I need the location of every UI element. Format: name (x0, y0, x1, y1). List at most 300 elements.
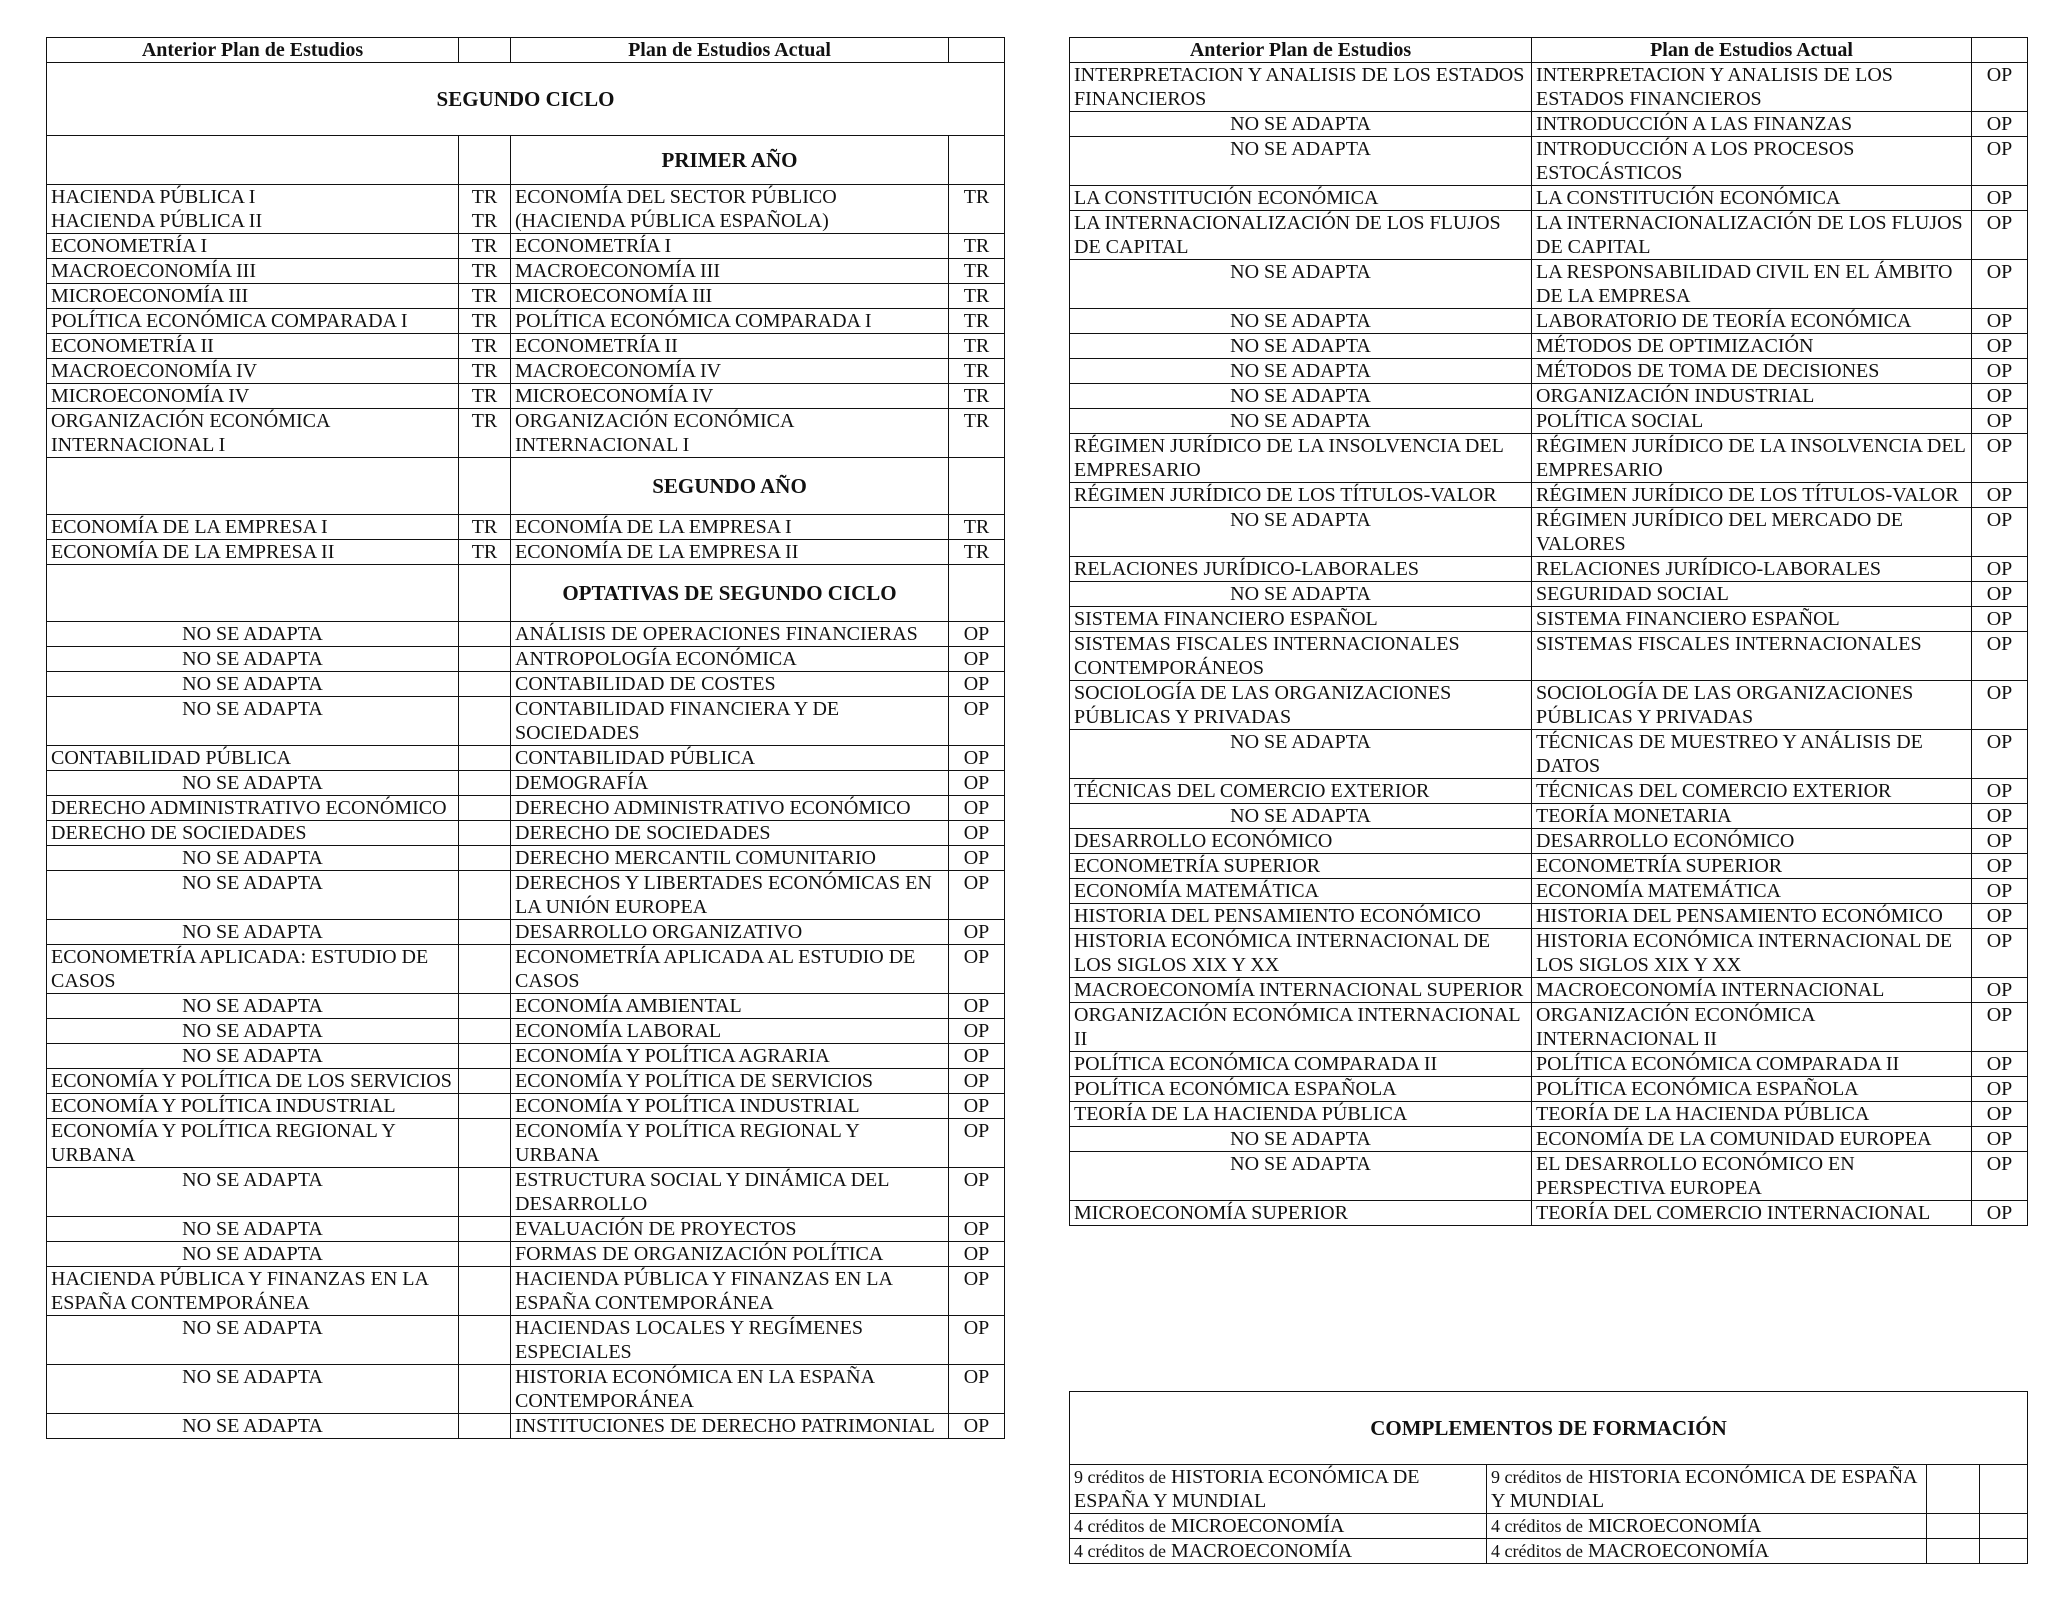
new-type-code: TR (949, 234, 1005, 259)
new-subject: ECONOMÍA Y POLÍTICA INDUSTRIAL (511, 1094, 949, 1119)
table-row (47, 746, 1005, 771)
new-subject: DESARROLLO ECONÓMICO (1532, 829, 1972, 854)
old-subject: NO SE ADAPTA (1070, 804, 1532, 829)
new-subject: INTERPRETACION Y ANALISIS DE LOS ESTADOS FINANCIEROS (1532, 63, 1972, 112)
table-row (47, 945, 1005, 994)
new-type-code: TR (949, 409, 1005, 458)
new-type-code: OP (1972, 186, 2028, 211)
table-row (1070, 1514, 2028, 1539)
new-subject: DESARROLLO ORGANIZATIVO (511, 920, 949, 945)
new-type-code: OP (1972, 359, 2028, 384)
table-row (47, 920, 1005, 945)
new-subject: RÉGIMEN JURÍDICO DE LA INSOLVENCIA DEL EMPRESARIO (1532, 434, 1972, 483)
new-subject: TÉCNICAS DE MUESTREO Y ANÁLISIS DE DATOS (1532, 730, 1972, 779)
table-row (1070, 63, 2028, 112)
new-subject: ECONOMETRÍA APLICADA AL ESTUDIO DE CASOS (511, 945, 949, 994)
new-type-code: TR (949, 185, 1005, 234)
new-type-code: TR (949, 384, 1005, 409)
old-type-code (459, 1019, 511, 1044)
old-subject: NO SE ADAPTA (47, 1044, 459, 1069)
new-type-code: OP (1972, 434, 2028, 483)
old-type-code (459, 622, 511, 647)
new-subject: EVALUACIÓN DE PROYECTOS (511, 1217, 949, 1242)
table-row (47, 1094, 1005, 1119)
new-subject: ANÁLISIS DE OPERACIONES FINANCIERAS (511, 622, 949, 647)
old-subject: POLÍTICA ECONÓMICA COMPARADA I (47, 309, 459, 334)
new-type-code: OP (949, 796, 1005, 821)
old-subject: MICROECONOMÍA III (47, 284, 459, 309)
old-subject: MICROECONOMÍA SUPERIOR (1070, 1201, 1532, 1226)
table-row (1070, 779, 2028, 804)
old-type-code (459, 1217, 511, 1242)
old-subject: MACROECONOMÍA IV (47, 359, 459, 384)
table-row (1070, 309, 2028, 334)
table-row (1070, 929, 2028, 978)
credit-prefix: 4 créditos de (1074, 1541, 1166, 1561)
new-subject: ECONOMÍA DE LA COMUNIDAD EUROPEA (1532, 1127, 1972, 1152)
old-subject: ORGANIZACIÓN ECONÓMICA INTERNACIONAL I (47, 409, 459, 458)
old-type-code (459, 994, 511, 1019)
old-type-code (459, 1044, 511, 1069)
table-row (47, 846, 1005, 871)
table-row (47, 359, 1005, 384)
new-type-code: OP (949, 1217, 1005, 1242)
old-type-code (459, 1094, 511, 1119)
new-subject: ECONOMÍA Y POLÍTICA REGIONAL Y URBANA (511, 1119, 949, 1168)
table-row (1070, 1077, 2028, 1102)
old-subject: ECONOMÍA Y POLÍTICA REGIONAL Y URBANA (47, 1119, 459, 1168)
old-subject: TÉCNICAS DEL COMERCIO EXTERIOR (1070, 779, 1532, 804)
old-subject: SISTEMA FINANCIERO ESPAÑOL (1070, 607, 1532, 632)
old-subject: POLÍTICA ECONÓMICA ESPAÑOLA (1070, 1077, 1532, 1102)
old-subject: ECONOMÍA DE LA EMPRESA I (47, 515, 459, 540)
new-type-code: OP (949, 1094, 1005, 1119)
table-row (1070, 211, 2028, 260)
new-subject: SISTEMAS FISCALES INTERNACIONALES (1532, 632, 1972, 681)
old-subject: NO SE ADAPTA (47, 920, 459, 945)
old-type-code (459, 697, 511, 746)
table-row (47, 1069, 1005, 1094)
new-type-code: OP (949, 994, 1005, 1019)
new-type-code: OP (1972, 582, 2028, 607)
new-subject: LABORATORIO DE TEORÍA ECONÓMICA (1532, 309, 1972, 334)
table-row (47, 1217, 1005, 1242)
cycle-title: SEGUNDO CICLO (47, 63, 1005, 136)
table-row (1070, 1003, 2028, 1052)
new-complement (1487, 1539, 1927, 1564)
new-subject: RÉGIMEN JURÍDICO DE LOS TÍTULOS-VALOR (1532, 483, 1972, 508)
new-subject: ECONOMETRÍA II (511, 334, 949, 359)
new-type-code: OP (1972, 63, 2028, 112)
new-subject: MACROECONOMÍA IV (511, 359, 949, 384)
old-subject: SOCIOLOGÍA DE LAS ORGANIZACIONES PÚBLICAS Y PRIVADAS (1070, 681, 1532, 730)
old-type-code (459, 1069, 511, 1094)
new-subject: ECONOMÍA Y POLÍTICA AGRARIA (511, 1044, 949, 1069)
old-type-code (459, 1242, 511, 1267)
table-row (47, 515, 1005, 540)
complement-subject: MACROECONOMÍA (1170, 1540, 1353, 1562)
table-row (1070, 483, 2028, 508)
old-type-code: TR (459, 259, 511, 284)
new-subject: CONTABILIDAD DE COSTES (511, 672, 949, 697)
new-subject: MICROECONOMÍA IV (511, 384, 949, 409)
old-type-code (459, 771, 511, 796)
old-type-code (459, 1119, 511, 1168)
table-row (47, 994, 1005, 1019)
old-type-code (459, 871, 511, 920)
new-type-code: OP (1972, 260, 2028, 309)
new-subject: TEORÍA MONETARIA (1532, 804, 1972, 829)
old-type-code (459, 1168, 511, 1217)
new-type-code: OP (949, 1044, 1005, 1069)
old-subject: ECONOMETRÍA II (47, 334, 459, 359)
table-row (1070, 1127, 2028, 1152)
old-type-code: TR (459, 384, 511, 409)
old-subject: NO SE ADAPTA (47, 1414, 459, 1439)
old-subject: NO SE ADAPTA (47, 622, 459, 647)
old-subject: ECONOMÍA Y POLÍTICA DE LOS SERVICIOS (47, 1069, 459, 1094)
new-type-code: OP (1972, 829, 2028, 854)
new-subject: ECONOMETRÍA SUPERIOR (1532, 854, 1972, 879)
new-subject: ECONOMÍA MATEMÁTICA (1532, 879, 1972, 904)
new-complement (1487, 1465, 1927, 1514)
old-type-code (459, 746, 511, 771)
new-type-code: OP (949, 871, 1005, 920)
new-type-code: OP (1972, 384, 2028, 409)
new-type-code: OP (1972, 879, 2028, 904)
new-type-code: OP (1972, 409, 2028, 434)
new-type-code: OP (1972, 929, 2028, 978)
old-subject: NO SE ADAPTA (1070, 384, 1532, 409)
new-subject: MACROECONOMÍA III (511, 259, 949, 284)
table-row (47, 234, 1005, 259)
right-equivalence-table (1069, 37, 2028, 1226)
old-plan-header: Anterior Plan de Estudios (47, 38, 459, 63)
old-subject: NO SE ADAPTA (47, 647, 459, 672)
new-type-code: TR (949, 334, 1005, 359)
old-type-code: TR (459, 334, 511, 359)
table-row (47, 1414, 1005, 1439)
table-row (1070, 334, 2028, 359)
old-subject: MACROECONOMÍA INTERNACIONAL SUPERIOR (1070, 978, 1532, 1003)
new-type-code: OP (949, 622, 1005, 647)
new-subject: ORGANIZACIÓN INDUSTRIAL (1532, 384, 1972, 409)
table-row (1070, 1539, 2028, 1564)
old-subject: ECONOMETRÍA I (47, 234, 459, 259)
new-subject: TEORÍA DE LA HACIENDA PÚBLICA (1532, 1102, 1972, 1127)
old-subject: RÉGIMEN JURÍDICO DE LOS TÍTULOS-VALOR (1070, 483, 1532, 508)
new-subject: RÉGIMEN JURÍDICO DEL MERCADO DE VALORES (1532, 508, 1972, 557)
old-type-code (459, 821, 511, 846)
new-subject: DERECHO MERCANTIL COMUNITARIO (511, 846, 949, 871)
new-type-code: OP (1972, 211, 2028, 260)
new-type-code: OP (949, 746, 1005, 771)
new-type-code: OP (1972, 854, 2028, 879)
old-subject: ECONOMÍA DE LA EMPRESA II (47, 540, 459, 565)
old-type-code (459, 796, 511, 821)
new-subject: SEGURIDAD SOCIAL (1532, 582, 1972, 607)
new-subject: DERECHO DE SOCIEDADES (511, 821, 949, 846)
table-row (47, 384, 1005, 409)
new-subject: DERECHO ADMINISTRATIVO ECONÓMICO (511, 796, 949, 821)
table-row (47, 1242, 1005, 1267)
table-row (1070, 137, 2028, 186)
new-type-code: OP (1972, 1152, 2028, 1201)
new-subject: DEMOGRAFÍA (511, 771, 949, 796)
new-subject: EL DESARROLLO ECONÓMICO EN PERSPECTIVA EUROPEA (1532, 1152, 1972, 1201)
table-row (1070, 434, 2028, 483)
table-row (47, 334, 1005, 359)
new-subject: LA RESPONSABILIDAD CIVIL EN EL ÁMBITO DE LA EMPRESA (1532, 260, 1972, 309)
complement-subject: MACROECONOMÍA (1587, 1540, 1770, 1562)
new-type-code: OP (1972, 309, 2028, 334)
credit-prefix: 4 créditos de (1491, 1541, 1583, 1561)
old-subject: NO SE ADAPTA (47, 1365, 459, 1414)
old-type-code: TR TR (459, 185, 511, 234)
table-row (47, 1119, 1005, 1168)
table-row (1070, 1152, 2028, 1201)
table-row (47, 309, 1005, 334)
new-type-code: TR (949, 540, 1005, 565)
table-row (47, 409, 1005, 458)
new-type-code: OP (949, 697, 1005, 746)
table-row (47, 1044, 1005, 1069)
table-row (47, 1168, 1005, 1217)
table-row (47, 284, 1005, 309)
new-subject: INSTITUCIONES DE DERECHO PATRIMONIAL (511, 1414, 949, 1439)
new-subject: HISTORIA ECONÓMICA INTERNACIONAL DE LOS SIGLOS XIX Y XX (1532, 929, 1972, 978)
old-subject: NO SE ADAPTA (47, 1316, 459, 1365)
table-row (1070, 1201, 2028, 1226)
new-type-code: OP (1972, 557, 2028, 582)
old-subject: NO SE ADAPTA (1070, 409, 1532, 434)
old-subject: NO SE ADAPTA (1070, 582, 1532, 607)
old-subject: NO SE ADAPTA (1070, 1127, 1532, 1152)
new-subject: POLÍTICA ECONÓMICA COMPARADA I (511, 309, 949, 334)
old-type-code (459, 1316, 511, 1365)
old-subject: NO SE ADAPTA (47, 771, 459, 796)
table-row (47, 1316, 1005, 1365)
old-subject: NO SE ADAPTA (47, 994, 459, 1019)
old-subject: LA CONSTITUCIÓN ECONÓMICA (1070, 186, 1532, 211)
old-complement (1070, 1465, 1487, 1514)
table-row (47, 1019, 1005, 1044)
table-row (1070, 1052, 2028, 1077)
new-subject: FORMAS DE ORGANIZACIÓN POLÍTICA (511, 1242, 949, 1267)
new-subject: ORGANIZACIÓN ECONÓMICA INTERNACIONAL I (511, 409, 949, 458)
table-row (47, 821, 1005, 846)
old-subject: HACIENDA PÚBLICA I HACIENDA PÚBLICA II (47, 185, 459, 234)
new-subject: HACIENDAS LOCALES Y REGÍMENES ESPECIALES (511, 1316, 949, 1365)
credit-prefix: 9 créditos de (1074, 1467, 1166, 1487)
table-row (1070, 681, 2028, 730)
new-type-code: TR (949, 259, 1005, 284)
old-subject: NO SE ADAPTA (1070, 137, 1532, 186)
old-subject: NO SE ADAPTA (47, 1217, 459, 1242)
table-row (1070, 607, 2028, 632)
old-subject: LA INTERNACIONALIZACIÓN DE LOS FLUJOS DE CAPITAL (1070, 211, 1532, 260)
table-row (1070, 978, 2028, 1003)
new-subject: ESTRUCTURA SOCIAL Y DINÁMICA DEL DESARROLLO (511, 1168, 949, 1217)
table-row (47, 672, 1005, 697)
new-type-code: OP (949, 672, 1005, 697)
new-type-code: OP (1972, 483, 2028, 508)
new-type-code: OP (1972, 607, 2028, 632)
new-type-code: TR (949, 309, 1005, 334)
old-subject: NO SE ADAPTA (47, 697, 459, 746)
new-type-code: OP (949, 920, 1005, 945)
old-subject: TEORÍA DE LA HACIENDA PÚBLICA (1070, 1102, 1532, 1127)
table-row (1070, 508, 2028, 557)
complement-subject: MICROECONOMÍA (1170, 1515, 1345, 1537)
old-type-code: TR (459, 409, 511, 458)
old-type-code: TR (459, 359, 511, 384)
table-row (47, 540, 1005, 565)
new-type-code: TR (949, 284, 1005, 309)
table-row (1070, 186, 2028, 211)
table-row (47, 1365, 1005, 1414)
old-subject: RÉGIMEN JURÍDICO DE LA INSOLVENCIA DEL EMPRESARIO (1070, 434, 1532, 483)
new-type-code: OP (949, 771, 1005, 796)
old-subject: MACROECONOMÍA III (47, 259, 459, 284)
new-subject: MÉTODOS DE OPTIMIZACIÓN (1532, 334, 1972, 359)
old-subject: NO SE ADAPTA (1070, 112, 1532, 137)
old-subject: NO SE ADAPTA (1070, 359, 1532, 384)
table-row (1070, 904, 2028, 929)
old-complement (1070, 1539, 1487, 1564)
new-subject: ECONOMÍA DE LA EMPRESA I (511, 515, 949, 540)
new-type-code: OP (1972, 1077, 2028, 1102)
new-subject: RELACIONES JURÍDICO-LABORALES (1532, 557, 1972, 582)
old-subject: ECONOMETRÍA APLICADA: ESTUDIO DE CASOS (47, 945, 459, 994)
new-type-code: OP (949, 1069, 1005, 1094)
table-row (47, 259, 1005, 284)
new-type-code: TR (949, 515, 1005, 540)
new-type-code: OP (1972, 904, 2028, 929)
new-plan-header: Plan de Estudios Actual (511, 38, 949, 63)
old-subject: RELACIONES JURÍDICO-LABORALES (1070, 557, 1532, 582)
old-type-code (459, 1267, 511, 1316)
old-subject: DERECHO ADMINISTRATIVO ECONÓMICO (47, 796, 459, 821)
old-type-code: TR (459, 234, 511, 259)
new-subject: INTRODUCCIÓN A LAS FINANZAS (1532, 112, 1972, 137)
old-subject: DERECHO DE SOCIEDADES (47, 821, 459, 846)
table-row (1070, 632, 2028, 681)
old-subject: MICROECONOMÍA IV (47, 384, 459, 409)
new-subject: POLÍTICA ECONÓMICA COMPARADA II (1532, 1052, 1972, 1077)
new-complement (1487, 1514, 1927, 1539)
table-row (47, 185, 1005, 234)
old-subject: NO SE ADAPTA (47, 1168, 459, 1217)
new-type-code: OP (1972, 804, 2028, 829)
new-subject: TÉCNICAS DEL COMERCIO EXTERIOR (1532, 779, 1972, 804)
old-subject: ORGANIZACIÓN ECONÓMICA INTERNACIONAL II (1070, 1003, 1532, 1052)
section-title-first-year: PRIMER AÑO (511, 136, 949, 185)
new-subject: ECONOMÍA Y POLÍTICA DE SERVICIOS (511, 1069, 949, 1094)
old-type-code: TR (459, 284, 511, 309)
new-type-code: OP (1972, 978, 2028, 1003)
table-row (1070, 582, 2028, 607)
table-row (47, 796, 1005, 821)
new-subject: POLÍTICA SOCIAL (1532, 409, 1972, 434)
table-row (1070, 384, 2028, 409)
table-row (47, 771, 1005, 796)
new-type-code: OP (1972, 779, 2028, 804)
section-title: OPTATIVAS DE SEGUNDO CICLO (511, 565, 949, 622)
old-subject: NO SE ADAPTA (1070, 730, 1532, 779)
table-row (1070, 854, 2028, 879)
new-subject: HISTORIA DEL PENSAMIENTO ECONÓMICO (1532, 904, 1972, 929)
old-type-code (459, 920, 511, 945)
old-type-code (459, 846, 511, 871)
old-subject: NO SE ADAPTA (1070, 309, 1532, 334)
new-subject: LA INTERNACIONALIZACIÓN DE LOS FLUJOS DE CAPITAL (1532, 211, 1972, 260)
new-type-code: OP (1972, 508, 2028, 557)
old-subject: HISTORIA DEL PENSAMIENTO ECONÓMICO (1070, 904, 1532, 929)
old-subject: DESARROLLO ECONÓMICO (1070, 829, 1532, 854)
old-plan-header: Anterior Plan de Estudios (1070, 38, 1532, 63)
new-type-code: OP (949, 647, 1005, 672)
new-type-code: OP (949, 821, 1005, 846)
old-subject: ECONOMÍA MATEMÁTICA (1070, 879, 1532, 904)
old-subject: NO SE ADAPTA (47, 871, 459, 920)
old-subject: SISTEMAS FISCALES INTERNACIONALES CONTEMPORÁNEOS (1070, 632, 1532, 681)
new-type-code: OP (949, 945, 1005, 994)
table-row (47, 871, 1005, 920)
new-type-code: OP (949, 1019, 1005, 1044)
table-row (1070, 359, 2028, 384)
old-type-code (459, 1365, 511, 1414)
table-row (1070, 409, 2028, 434)
credit-prefix: 9 créditos de (1491, 1467, 1583, 1487)
new-subject: ORGANIZACIÓN ECONÓMICA INTERNACIONAL II (1532, 1003, 1972, 1052)
new-type-code: OP (949, 1316, 1005, 1365)
new-subject: SOCIOLOGÍA DE LAS ORGANIZACIONES PÚBLICAS Y PRIVADAS (1532, 681, 1972, 730)
table-row (47, 647, 1005, 672)
new-type-code: OP (1972, 681, 2028, 730)
new-type-code: OP (1972, 137, 2028, 186)
new-subject: DERECHOS Y LIBERTADES ECONÓMICAS EN LA UNIÓN EUROPEA (511, 871, 949, 920)
old-subject: NO SE ADAPTA (1070, 1152, 1532, 1201)
new-subject: LA CONSTITUCIÓN ECONÓMICA (1532, 186, 1972, 211)
old-type-code (459, 647, 511, 672)
table-row (1070, 1465, 2028, 1514)
old-subject: NO SE ADAPTA (47, 672, 459, 697)
complementos-table (1069, 1391, 2028, 1564)
old-subject: NO SE ADAPTA (1070, 260, 1532, 309)
old-subject: HACIENDA PÚBLICA Y FINANZAS EN LA ESPAÑA CONTEMPORÁNEA (47, 1267, 459, 1316)
table-row (47, 697, 1005, 746)
new-subject: ECONOMETRÍA I (511, 234, 949, 259)
new-type-code: OP (949, 1119, 1005, 1168)
new-subject: MÉTODOS DE TOMA DE DECISIONES (1532, 359, 1972, 384)
new-subject: HACIENDA PÚBLICA Y FINANZAS EN LA ESPAÑA CONTEMPORÁNEA (511, 1267, 949, 1316)
new-subject: ECONOMÍA DE LA EMPRESA II (511, 540, 949, 565)
old-complement (1070, 1514, 1487, 1539)
old-subject: CONTABILIDAD PÚBLICA (47, 746, 459, 771)
old-subject: ECONOMETRÍA SUPERIOR (1070, 854, 1532, 879)
new-plan-header: Plan de Estudios Actual (1532, 38, 1972, 63)
old-type-code: TR (459, 309, 511, 334)
new-subject: HISTORIA ECONÓMICA EN LA ESPAÑA CONTEMPORÁNEA (511, 1365, 949, 1414)
old-subject: HISTORIA ECONÓMICA INTERNACIONAL DE LOS SIGLOS XIX Y XX (1070, 929, 1532, 978)
new-subject: ECONOMÍA LABORAL (511, 1019, 949, 1044)
new-subject: ECONOMÍA DEL SECTOR PÚBLICO (HACIENDA PÚBLICA ESPAÑOLA) (511, 185, 949, 234)
table-row (47, 1267, 1005, 1316)
old-subject: NO SE ADAPTA (47, 1242, 459, 1267)
old-subject: ECONOMÍA Y POLÍTICA INDUSTRIAL (47, 1094, 459, 1119)
table-row (1070, 879, 2028, 904)
